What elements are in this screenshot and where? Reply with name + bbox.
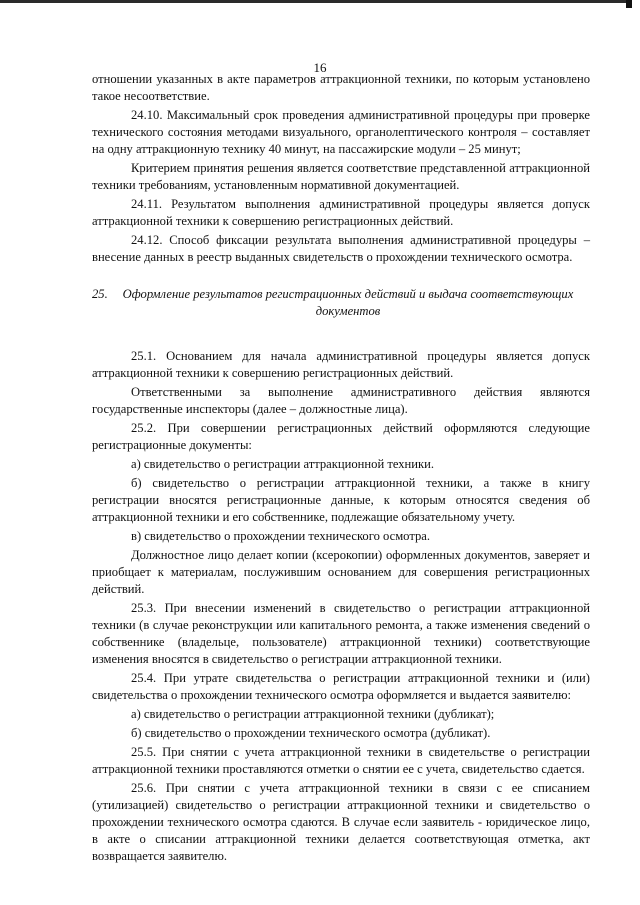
paragraph-24-10: 24.10. Максимальный срок проведения административной процедуры при проверке технического состояния методами визуального, органолептического контроля – составляет на одну аттракционную технику 40 минут, на пассажирские модули – 25 минут; — [92, 108, 590, 156]
section-number: 25. — [92, 287, 108, 301]
document-body — [92, 71, 590, 865]
paragraph-25-4: 25.4. При утрате свидетельства о регистрации аттракционной техники и (или) свидетельства о прохождении технического осмотра оформляется и выдается заявителю: — [92, 671, 590, 702]
list-item-25-4-a: а) свидетельство о регистрации аттракционной техники (дубликат); — [131, 707, 495, 721]
list-item-25-2-c: в) свидетельство о прохождении технического осмотра. — [131, 529, 431, 543]
paragraph-continuation: отношении указанных в акте параметров аттракционной техники, по которым установлено такое несоответствие. — [92, 72, 590, 103]
list-item-25-2-b: б) свидетельство о регистрации аттракционной техники, а также в книгу регистрации вносятся регистрационные данные, к которым относятся сведения об аттракционной техники и его собственнике, подлежащие обязательному учету. — [92, 476, 590, 524]
list-item-25-2-a: а) свидетельство о регистрации аттракционной техники. — [131, 457, 435, 471]
paragraph-25-2: 25.2. При совершении регистрационных действий оформляются следующие регистрационные документы: — [92, 421, 590, 452]
paragraph-25-3: 25.3. При внесении изменений в свидетельство о регистрации аттракционной техники (в случае реконструкции или капитального ремонта, а также изменения сведений о собственнике (владельце, пользователе) аттракционной техники) соответствующие изменения вносятся в свидетельство о регистрации аттракционной техники. — [92, 601, 590, 666]
section-heading — [92, 286, 590, 320]
scan-corner-mark — [626, 0, 632, 8]
section-title: Оформление результатов регистрационных действий и выдача соответствующих документов — [122, 287, 574, 318]
scan-top-border — [0, 0, 630, 3]
list-item-25-4-b: б) свидетельство о прохождении технического осмотра (дубликат). — [131, 726, 491, 740]
paragraph-25-1: 25.1. Основанием для начала административной процедуры является допуск аттракционной техники к совершению регистрационных действий. — [92, 349, 590, 380]
paragraph-25-2-copies: Должностное лицо делает копии (ксерокопии) оформленных документов, заверяет и приобщает к материалам, послужившим основанием для совершения регистрационных действий. — [92, 548, 590, 596]
paragraph-25-1-responsible: Ответственными за выполнение административного действия являются государственные инспекторы (далее – должностные лица). — [92, 385, 590, 416]
paragraph-24-11: 24.11. Результатом выполнения административной процедуры является допуск аттракционной техники к совершению регистрационных действий. — [92, 197, 590, 228]
paragraph-24-12: 24.12. Способ фиксации результата выполнения административной процедуры – внесение данных в реестр выданных свидетельств о прохождении технического осмотра. — [92, 233, 590, 264]
paragraph-25-5: 25.5. При снятии с учета аттракционной техники в свидетельстве о регистрации аттракционной техники проставляются отметки о снятии ее с учета, свидетельство сдается. — [92, 745, 590, 776]
page-number: 16 — [313, 60, 327, 75]
paragraph-25-6: 25.6. При снятии с учета аттракционной техники в связи с ее списанием (утилизацией) свидетельство о регистрации аттракционной техники и свидетельство о прохождении технического осмотра сдаются. В случае если заявитель - юридическое лицо, в акте о списании аттракционной техники делается соответствующая отметка, акт возвращается заявителю. — [92, 781, 590, 863]
paragraph-24-10-criterion: Критерием принятия решения является соответствие представленной аттракционной техники требованиям, установленным нормативной документацией. — [92, 161, 590, 192]
